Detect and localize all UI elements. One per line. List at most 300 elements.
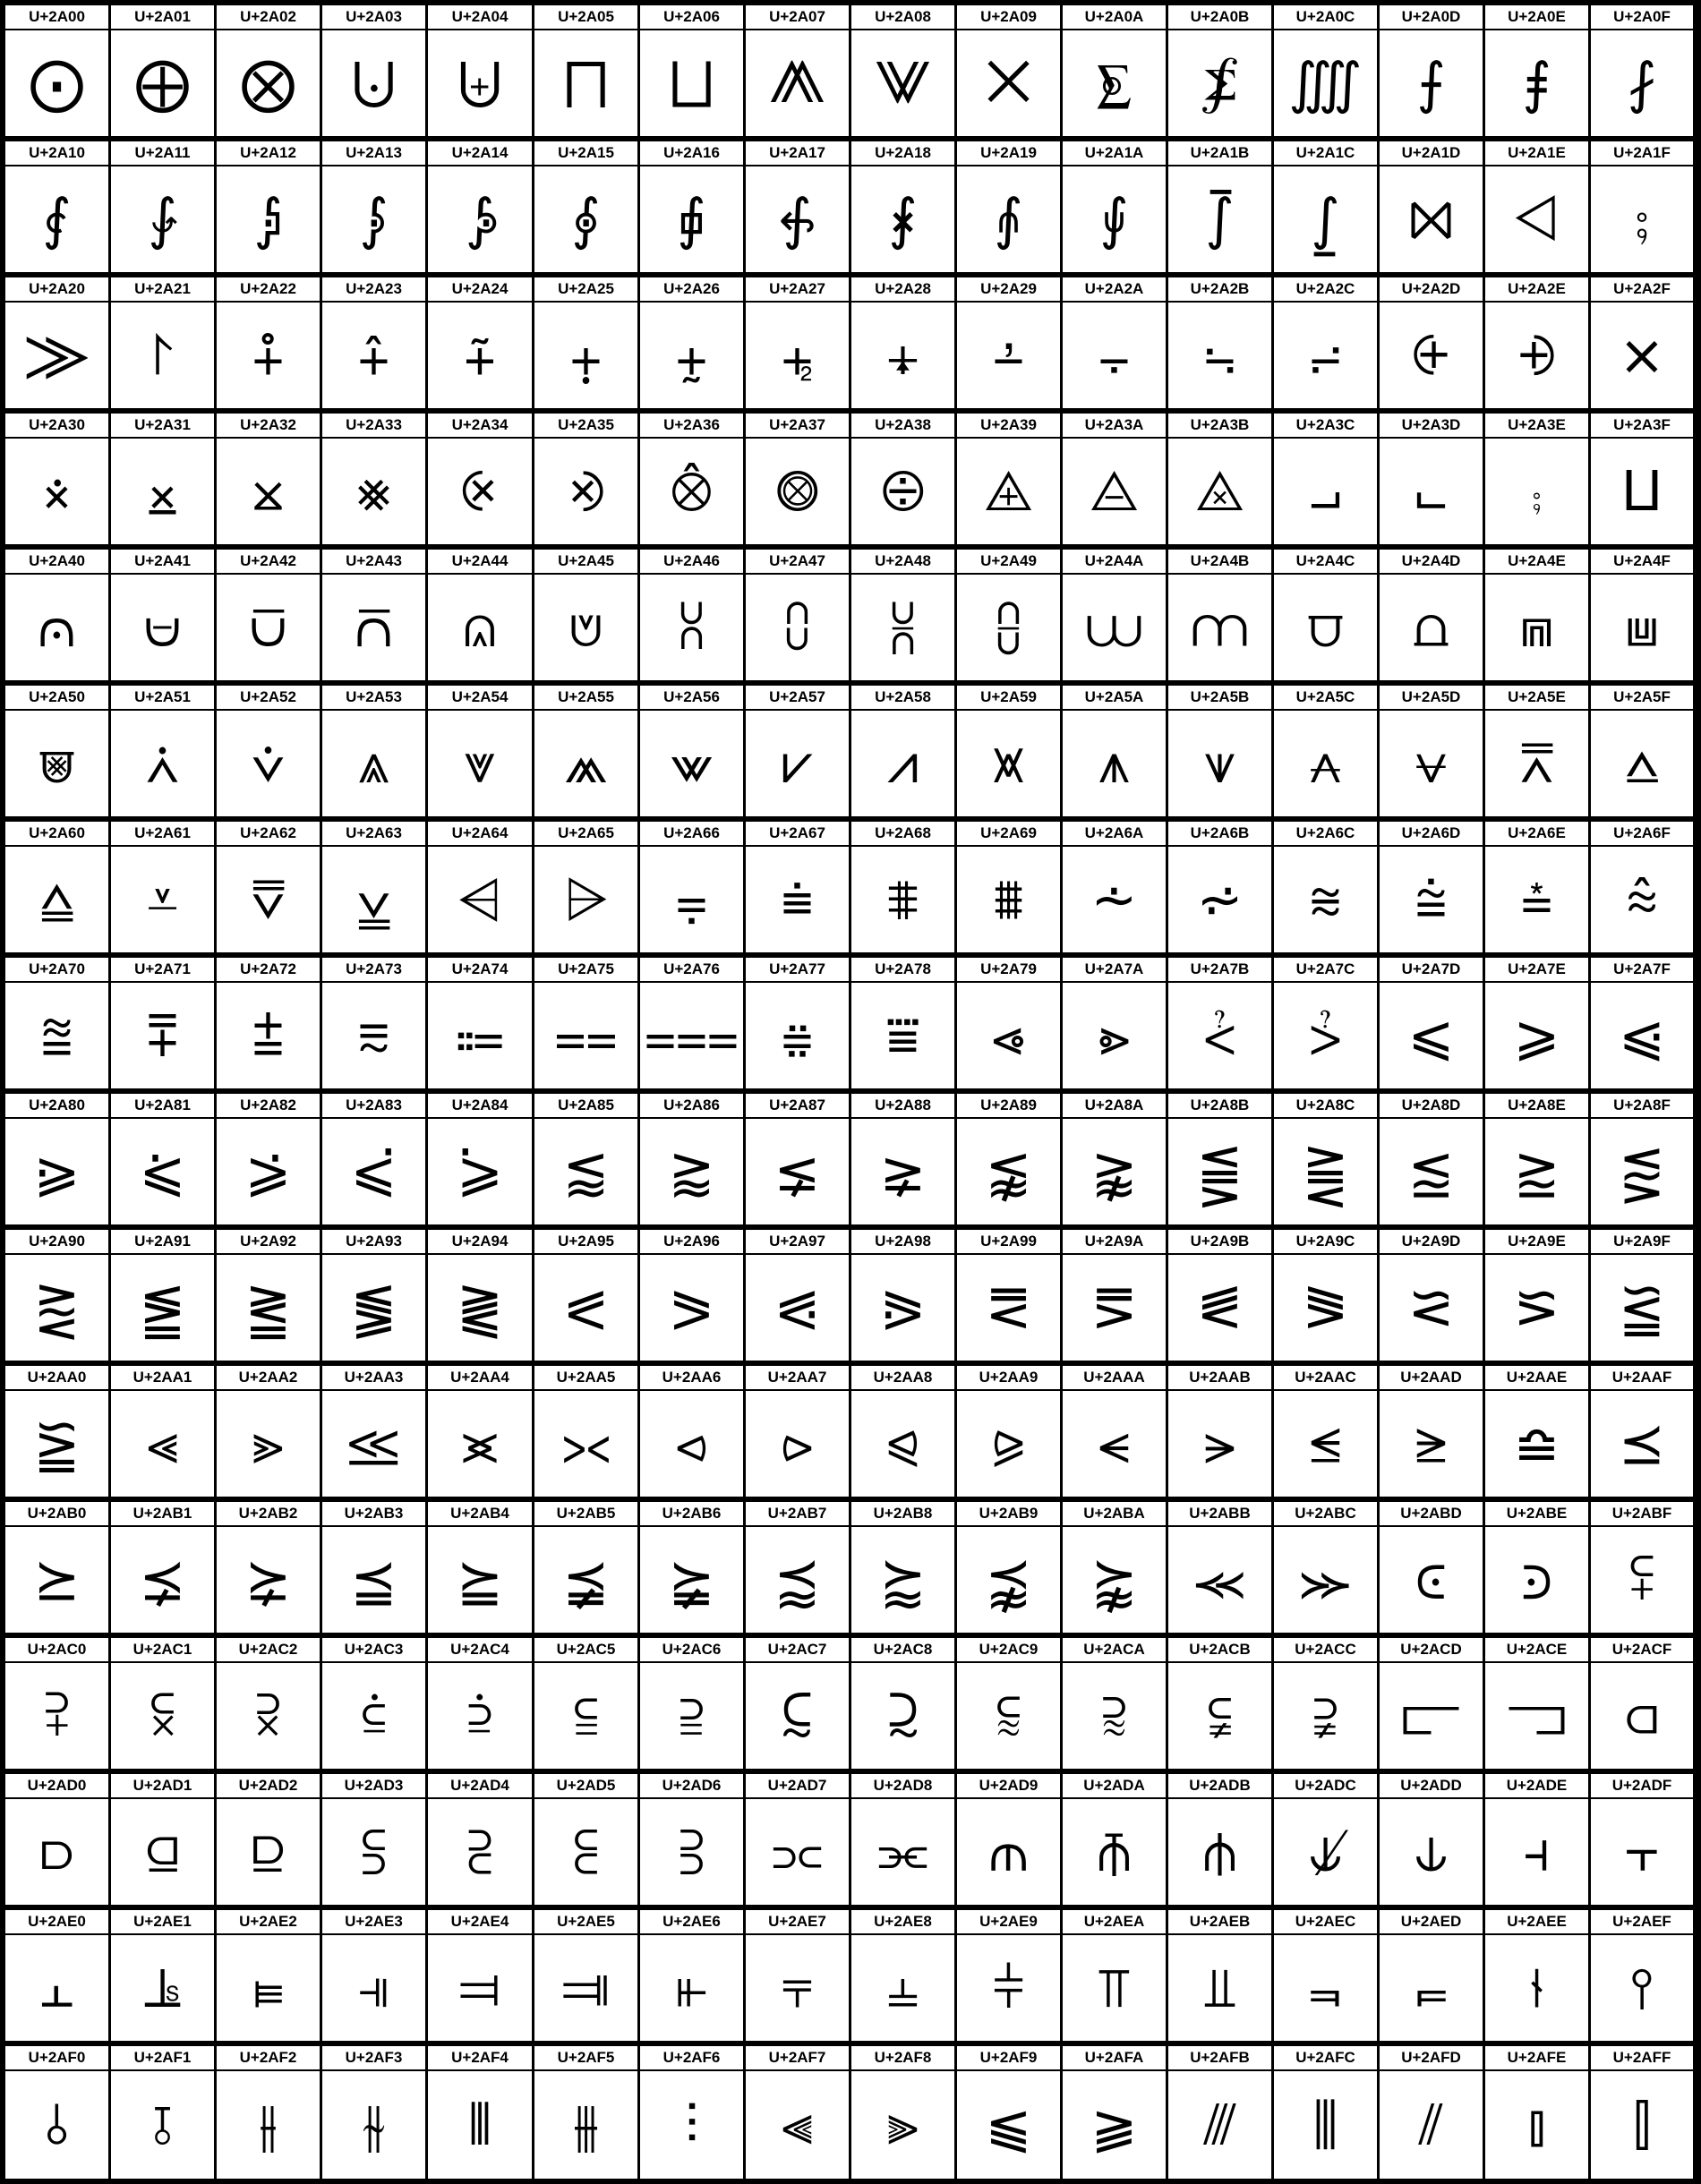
glyph: ⨿ <box>1621 458 1663 524</box>
glyph-cell <box>534 822 640 952</box>
glyph: ⨖ <box>677 186 706 252</box>
glyph-cell <box>640 1502 746 1633</box>
glyph: ⫷ <box>782 2092 813 2157</box>
codepoint-label: U+2A6F <box>1591 822 1693 847</box>
glyph-cell <box>746 1638 851 1769</box>
glyph-cell <box>1168 2046 1274 2179</box>
glyph: ⪚ <box>1090 1275 1138 1340</box>
codepoint-label: U+2A46 <box>640 550 743 575</box>
glyph-cell <box>1063 1094 1168 1224</box>
codepoint-label: U+2A86 <box>640 1094 743 1119</box>
glyph: ⫕ <box>573 1819 599 1884</box>
codepoint-label: U+2A7D <box>1380 958 1483 983</box>
glyph-cell <box>1485 414 1591 544</box>
glyph: ⨥ <box>569 322 603 388</box>
glyph: ⪫ <box>1204 1411 1235 1476</box>
glyph-cell <box>1380 1094 1485 1224</box>
glyph-cell <box>322 1366 428 1497</box>
glyph: ⨼ <box>1309 458 1342 524</box>
glyph-cell <box>322 141 428 272</box>
glyph-cell <box>1168 550 1274 680</box>
codepoint-label: U+2A84 <box>428 1094 532 1119</box>
glyph-cell <box>1063 414 1168 544</box>
glyph: ⫩ <box>992 1955 1025 2020</box>
codepoint-label: U+2A56 <box>640 686 743 711</box>
codepoint-label: U+2A6A <box>1063 822 1166 847</box>
codepoint-label: U+2A3C <box>1274 414 1377 439</box>
codepoint-label: U+2A19 <box>957 141 1060 166</box>
glyph: ⩓ <box>358 730 389 796</box>
glyph-cell <box>1485 1638 1591 1769</box>
codepoint-label: U+2A7B <box>1168 958 1271 983</box>
glyph: ⩔ <box>464 730 496 796</box>
glyph-cell <box>1591 958 1696 1088</box>
codepoint-label: U+2A59 <box>957 686 1060 711</box>
glyph: ⫽ <box>1418 2092 1444 2157</box>
glyph: ⫨ <box>887 1955 919 2020</box>
codepoint-label: U+2A0A <box>1063 5 1166 30</box>
glyph: ⪿ <box>1629 1547 1654 1612</box>
codepoint-label: U+2AFF <box>1591 2046 1693 2071</box>
glyph: ⪔ <box>457 1275 503 1340</box>
glyph-cell <box>534 1230 640 1361</box>
codepoint-label: U+2A5D <box>1380 686 1483 711</box>
glyph-cell <box>5 1366 111 1497</box>
codepoint-label: U+2A22 <box>217 277 320 303</box>
codepoint-label: U+2A2F <box>1591 277 1693 303</box>
glyph: ⪐ <box>33 1275 81 1340</box>
codepoint-label: U+2A15 <box>534 141 637 166</box>
glyph: ⨪ <box>1098 322 1131 388</box>
glyph-cell <box>217 2046 322 2179</box>
glyph-cell <box>217 822 322 952</box>
glyph-cell <box>1485 141 1591 272</box>
glyph-cell <box>1485 277 1591 408</box>
glyph-cell <box>534 141 640 272</box>
codepoint-label: U+2A24 <box>428 277 532 303</box>
glyph: ⨏ <box>1627 50 1657 115</box>
glyph-cell <box>1485 958 1591 1088</box>
codepoint-label: U+2A49 <box>957 550 1060 575</box>
codepoint-label: U+2AD6 <box>640 1774 743 1799</box>
glyph-cell <box>1380 2046 1485 2179</box>
glyph: ⩴ <box>455 1002 505 1068</box>
glyph-cell <box>1168 958 1274 1088</box>
glyph: ⫱ <box>151 2092 174 2157</box>
codepoint-label: U+2ADD <box>1380 1774 1483 1799</box>
glyph-cell <box>851 958 957 1088</box>
glyph: ⩫ <box>1196 866 1244 932</box>
glyph-cell <box>1591 822 1696 952</box>
glyph-cell <box>957 1910 1063 2041</box>
glyph: ⩡ <box>147 866 178 932</box>
glyph: ⪗ <box>774 1275 821 1340</box>
glyph: ⫲ <box>259 2092 278 2157</box>
codepoint-label: U+2A6C <box>1274 822 1377 847</box>
glyph: ⫭ <box>1415 1955 1448 2020</box>
glyph: ⪜ <box>1302 1275 1349 1340</box>
glyph: ⫎ <box>1507 1683 1567 1748</box>
glyph-cell <box>322 958 428 1088</box>
codepoint-label: U+2AFC <box>1274 2046 1377 2071</box>
glyph-cell <box>1063 686 1168 816</box>
codepoint-label: U+2ADC <box>1274 1774 1377 1799</box>
glyph-cell <box>640 1094 746 1224</box>
glyph-cell <box>957 2046 1063 2179</box>
glyph-cell <box>957 1230 1063 1361</box>
glyph: ⪽ <box>1415 1547 1448 1612</box>
glyph: ⨍ <box>1416 50 1446 115</box>
codepoint-label: U+2AFB <box>1168 2046 1271 2071</box>
glyph-cell <box>5 1230 111 1361</box>
glyph: ⫐ <box>40 1819 73 1884</box>
glyph: ⨵ <box>567 458 605 524</box>
codepoint-label: U+2A0B <box>1168 5 1271 30</box>
glyph-cell <box>428 1230 534 1361</box>
glyph-cell <box>1168 1094 1274 1224</box>
glyph: ⩑ <box>145 730 180 796</box>
glyph-cell <box>322 1094 428 1224</box>
codepoint-label: U+2A04 <box>428 5 532 30</box>
glyph-cell <box>1063 1366 1168 1497</box>
glyph: ⪸ <box>879 1547 927 1612</box>
codepoint-label: U+2AD1 <box>111 1774 214 1799</box>
glyph: ⫞ <box>1522 1819 1551 1884</box>
codepoint-label: U+2AD5 <box>534 1774 637 1799</box>
glyph: ⨆ <box>669 50 714 115</box>
glyph: ⩯ <box>1625 866 1659 932</box>
codepoint-label: U+2AEE <box>1485 1910 1588 1935</box>
codepoint-label: U+2AFA <box>1063 2046 1166 2071</box>
codepoint-label: U+2A33 <box>322 414 425 439</box>
codepoint-label: U+2AA3 <box>322 1366 425 1391</box>
codepoint-label: U+2AFE <box>1485 2046 1588 2071</box>
codepoint-label: U+2ADA <box>1063 1774 1166 1799</box>
glyph: ⪝ <box>1407 1275 1455 1340</box>
codepoint-label: U+2A0F <box>1591 5 1693 30</box>
glyph: ⫼ <box>1312 2092 1338 2157</box>
codepoint-label: U+2AE8 <box>851 1910 954 1935</box>
glyph: ⪠ <box>33 1411 81 1476</box>
glyph: ⪁ <box>139 1139 186 1204</box>
glyph: ⫺ <box>1090 2092 1138 2157</box>
glyph: ⪄ <box>457 1139 503 1204</box>
codepoint-label: U+2A1C <box>1274 141 1377 166</box>
glyph-cell <box>746 2046 851 2179</box>
codepoint-label: U+2A03 <box>322 5 425 30</box>
codepoint-label: U+2A89 <box>957 1094 1060 1119</box>
codepoint-label: U+2AA1 <box>111 1366 214 1391</box>
codepoint-label: U+2A72 <box>217 958 320 983</box>
glyph-cell <box>1168 414 1274 544</box>
glyph: ⫛ <box>1203 1819 1236 1884</box>
codepoint-label: U+2A2C <box>1274 277 1377 303</box>
glyph: ⨯ <box>1619 322 1665 388</box>
glyph: ⩅ <box>570 594 602 660</box>
glyph-cell <box>1380 141 1485 272</box>
glyph-cell <box>1485 686 1591 816</box>
codepoint-label: U+2AE4 <box>428 1910 532 1935</box>
codepoint-label: U+2A93 <box>322 1230 425 1255</box>
glyph: ⨓ <box>359 186 389 252</box>
glyph-cell <box>1380 1502 1485 1633</box>
glyph-cell <box>640 277 746 408</box>
codepoint-label: U+2A75 <box>534 958 637 983</box>
glyph: ⪒ <box>244 1275 292 1340</box>
glyph: ⩍ <box>1413 594 1449 660</box>
glyph-cell <box>746 5 851 136</box>
glyph: ⫪ <box>1098 1955 1131 2020</box>
glyph-cell <box>1591 2046 1696 2179</box>
glyph-cell <box>5 1502 111 1633</box>
glyph: ⪥ <box>561 1411 611 1476</box>
codepoint-label: U+2A4B <box>1168 550 1271 575</box>
glyph-cell <box>1274 1910 1380 2041</box>
glyph: ⩄ <box>464 594 496 660</box>
glyph-cell <box>746 141 851 272</box>
glyph: ⩰ <box>40 1002 73 1068</box>
glyph-cell <box>217 277 322 408</box>
glyph: ⩘ <box>887 730 919 796</box>
glyph: ⩐ <box>38 730 75 796</box>
glyph-cell <box>322 1638 428 1769</box>
glyph-cell <box>534 277 640 408</box>
codepoint-label: U+2AE2 <box>217 1910 320 1935</box>
codepoint-label: U+2A41 <box>111 550 214 575</box>
glyph-cell <box>1063 5 1168 136</box>
codepoint-label: U+2A3A <box>1063 414 1166 439</box>
glyph: ⩵ <box>553 1002 619 1068</box>
glyph-cell <box>1485 1230 1591 1361</box>
glyph: ⫁ <box>150 1683 175 1748</box>
glyph-cell <box>1168 1366 1274 1497</box>
codepoint-label: U+2ACC <box>1274 1638 1377 1663</box>
glyph: ⨦ <box>675 322 708 388</box>
codepoint-label: U+2AB7 <box>746 1502 849 1527</box>
glyph: ⫆ <box>679 1683 705 1748</box>
glyph: ⫟ <box>1625 1819 1659 1884</box>
glyph-cell <box>1274 1230 1380 1361</box>
glyph: ⨴ <box>460 458 500 524</box>
glyph-cell <box>534 958 640 1088</box>
glyph-cell <box>746 822 851 952</box>
codepoint-label: U+2A42 <box>217 550 320 575</box>
glyph-cell <box>957 1638 1063 1769</box>
glyph-cell <box>851 414 957 544</box>
glyph: ⫝̸ <box>1309 1819 1342 1884</box>
glyph: ⩊ <box>1086 594 1142 660</box>
codepoint-label: U+2A9A <box>1063 1230 1166 1255</box>
codepoint-label: U+2AD9 <box>957 1774 1060 1799</box>
codepoint-label: U+2AB6 <box>640 1502 743 1527</box>
glyph-cell <box>957 5 1063 136</box>
glyph-cell <box>957 1502 1063 1633</box>
codepoint-label: U+2AE1 <box>111 1910 214 1935</box>
codepoint-label: U+2A79 <box>957 958 1060 983</box>
glyph: ⫈ <box>886 1683 919 1748</box>
codepoint-label: U+2AA0 <box>5 1366 108 1391</box>
codepoint-label: U+2A71 <box>111 958 214 983</box>
glyph: ⨭ <box>1412 322 1450 388</box>
glyph-cell <box>217 1502 322 1633</box>
codepoint-label: U+2A3D <box>1380 414 1483 439</box>
codepoint-label: U+2ACA <box>1063 1638 1166 1663</box>
glyph-cell <box>428 5 534 136</box>
codepoint-label: U+2A06 <box>640 5 743 30</box>
codepoint-label: U+2AB3 <box>322 1502 425 1527</box>
codepoint-label: U+2ACF <box>1591 1638 1693 1663</box>
glyph: ⩇ <box>784 594 810 660</box>
glyph-cell <box>217 550 322 680</box>
glyph-cell <box>1168 1638 1274 1769</box>
glyph: ⪪ <box>1098 1411 1130 1476</box>
codepoint-label: U+2A01 <box>111 5 214 30</box>
glyph: ⨸ <box>880 458 926 524</box>
codepoint-label: U+2A82 <box>217 1094 320 1119</box>
codepoint-label: U+2A45 <box>534 550 637 575</box>
glyph: ⩿ <box>1619 1002 1665 1068</box>
glyph-cell <box>640 1774 746 1905</box>
glyph: ⩝ <box>1415 730 1447 796</box>
glyph: ⫫ <box>1204 1955 1235 2020</box>
codepoint-label: U+2A27 <box>746 277 849 303</box>
codepoint-label: U+2A4E <box>1485 550 1588 575</box>
codepoint-label: U+2A60 <box>5 822 108 847</box>
codepoint-label: U+2AEB <box>1168 1910 1271 1935</box>
glyph: ⩎ <box>1521 594 1552 660</box>
codepoint-label: U+2A5F <box>1591 686 1693 711</box>
codepoint-label: U+2A39 <box>957 414 1060 439</box>
codepoint-label: U+2AA8 <box>851 1366 954 1391</box>
glyph: ⩃ <box>354 594 394 660</box>
glyph: ⨄ <box>457 50 502 115</box>
glyph-cell <box>534 2046 640 2179</box>
codepoint-label: U+2A23 <box>322 277 425 303</box>
glyph-cell <box>1380 1910 1485 2041</box>
glyph-cell <box>957 550 1063 680</box>
codepoint-label: U+2AAD <box>1380 1366 1483 1391</box>
codepoint-label: U+2AB8 <box>851 1502 954 1527</box>
codepoint-label: U+2ADB <box>1168 1774 1271 1799</box>
codepoint-label: U+2A97 <box>746 1230 849 1255</box>
glyph: ⨬ <box>1309 322 1342 388</box>
glyph-cell <box>851 2046 957 2179</box>
codepoint-label: U+2AC0 <box>5 1638 108 1663</box>
glyph-cell <box>111 277 217 408</box>
glyph: ⫌ <box>1312 1683 1338 1748</box>
codepoint-label: U+2A05 <box>534 5 637 30</box>
glyph: ⨋ <box>1202 50 1237 115</box>
glyph-cell <box>640 1638 746 1769</box>
codepoint-label: U+2A4A <box>1063 550 1166 575</box>
glyph: ⩆ <box>679 594 705 660</box>
codepoint-label: U+2ABB <box>1168 1502 1271 1527</box>
glyph: ⩈ <box>890 594 916 660</box>
codepoint-label: U+2AF4 <box>428 2046 532 2071</box>
codepoint-label: U+2A29 <box>957 277 1060 303</box>
codepoint-label: U+2A25 <box>534 277 637 303</box>
codepoint-label: U+2A8A <box>1063 1094 1166 1119</box>
glyph: ⪤ <box>461 1411 499 1476</box>
glyph-cell <box>957 277 1063 408</box>
glyph-cell <box>851 550 957 680</box>
glyph: ⪃ <box>350 1139 397 1204</box>
glyph: ⪶ <box>668 1547 715 1612</box>
glyph-cell <box>1380 686 1485 816</box>
glyph: ⨛ <box>1205 186 1235 252</box>
codepoint-label: U+2AAA <box>1063 1366 1166 1391</box>
glyph-cell <box>1063 550 1168 680</box>
glyph: ⪊ <box>1090 1139 1138 1204</box>
glyph-cell <box>851 1638 957 1769</box>
glyph: ⫰ <box>45 2092 69 2157</box>
codepoint-label: U+2A68 <box>851 822 954 847</box>
glyph-cell <box>1591 1502 1696 1633</box>
codepoint-label: U+2AAC <box>1274 1366 1377 1391</box>
glyph: ⨜ <box>1311 186 1340 252</box>
glyph-cell <box>5 1774 111 1905</box>
glyph: ⩹ <box>992 1002 1025 1068</box>
glyph: ⫻ <box>1203 2092 1236 2157</box>
glyph: ⨙ <box>994 186 1023 252</box>
codepoint-label: U+2A7E <box>1485 958 1588 983</box>
glyph: ⫵ <box>573 2092 599 2157</box>
codepoint-label: U+2AA9 <box>957 1366 1060 1391</box>
glyph-cell <box>111 686 217 816</box>
codepoint-label: U+2A67 <box>746 822 849 847</box>
glyph: ⩧ <box>781 866 814 932</box>
codepoint-label: U+2A12 <box>217 141 320 166</box>
codepoint-label: U+2A28 <box>851 277 954 303</box>
glyph-cell <box>217 1910 322 2041</box>
codepoint-label: U+2A2E <box>1485 277 1588 303</box>
glyph: ⨑ <box>148 186 177 252</box>
glyph-cell <box>534 1638 640 1769</box>
glyph: ⨟ <box>1633 186 1651 252</box>
codepoint-label: U+2A10 <box>5 141 108 166</box>
glyph-cell <box>1485 1910 1591 2041</box>
glyph-cell <box>111 958 217 1088</box>
codepoint-label: U+2A18 <box>851 141 954 166</box>
glyph-cell <box>1591 1774 1696 1905</box>
glyph: ⫣ <box>356 1955 391 2020</box>
codepoint-label: U+2AC3 <box>322 1638 425 1663</box>
glyph: ⫄ <box>467 1683 492 1748</box>
codepoint-label: U+2AD8 <box>851 1774 954 1799</box>
glyph: ⩽ <box>1407 1002 1455 1068</box>
glyph-cell <box>428 1638 534 1769</box>
codepoint-label: U+2ACE <box>1485 1638 1588 1663</box>
glyph: ⩼ <box>1310 1002 1341 1068</box>
glyph: ⫓ <box>361 1819 387 1884</box>
codepoint-label: U+2AE9 <box>957 1910 1060 1935</box>
glyph-cell <box>851 686 957 816</box>
glyph-cell <box>428 1774 534 1905</box>
codepoint-label: U+2AC2 <box>217 1638 320 1663</box>
codepoint-label: U+2A35 <box>534 414 637 439</box>
codepoint-label: U+2AEF <box>1591 1910 1693 1935</box>
glyph-cell <box>428 822 534 952</box>
glyph: ⪆ <box>668 1139 715 1204</box>
codepoint-label: U+2A7F <box>1591 958 1693 983</box>
codepoint-label: U+2ABE <box>1485 1502 1588 1527</box>
glyph-cell <box>851 141 957 272</box>
glyph-cell <box>111 1230 217 1361</box>
glyph: ⪏ <box>1619 1139 1665 1204</box>
codepoint-label: U+2A61 <box>111 822 214 847</box>
codepoint-label: U+2A47 <box>746 550 849 575</box>
glyph-cell <box>111 1774 217 1905</box>
